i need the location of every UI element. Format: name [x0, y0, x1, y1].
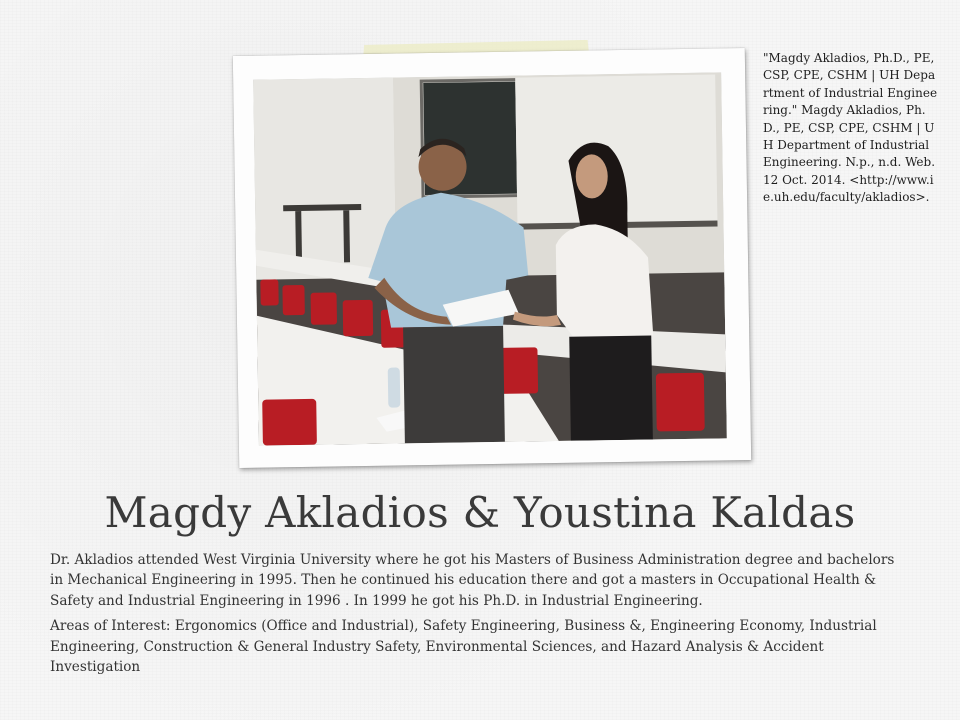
classroom-photo-illustration — [253, 72, 727, 445]
image-citation: "Magdy Akladios, Ph.D., PE, CSP, CPE, CSHM | UH Department of Industrial Engineering." Magdy Akladios, Ph.D., PE, CSP, CPE, CSHM | UH Department of Industrial Engineering. N.p., n.d. Web. 12 Oct. 2014. <http://www.ie.uh.edu/faculty/akladios>. — [763, 51, 939, 205]
slide-body — [50, 550, 900, 682]
areas-of-interest-paragraph: Areas of Interest: Ergonomics (Office and Industrial), Safety Engineering, Business &, Engineering Economy, Industrial Engineering, Construction & General Industry Safety, Environmental Sciences, and Hazard Analysis & Accident Investigation — [50, 618, 877, 676]
photo-frame — [233, 48, 751, 468]
bio-paragraph: Dr. Akladios attended West Virginia University where he got his Masters of Business Administration degree and bachelors in Mechanical Engineering in 1995. Then he continued his education there and got a masters in Occupational Health & Safety and Industrial Engineering in 1996 . In 1999 he got his Ph.D. in Industrial Engineering. — [50, 552, 895, 609]
slide-title: Magdy Akladios & Youstina Kaldas — [104, 488, 856, 537]
classroom-photo — [253, 72, 727, 445]
